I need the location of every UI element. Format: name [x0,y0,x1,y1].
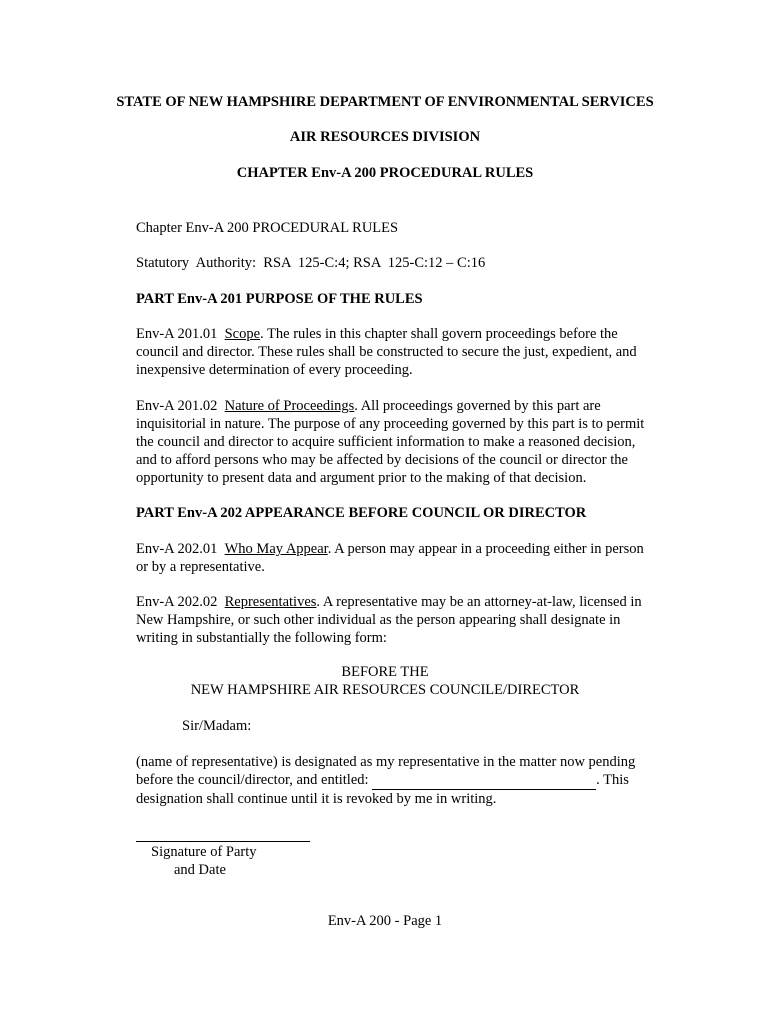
section-text: . A person may appear in a proceeding either in person [327,541,644,557]
statutory-authority: Statutory Authority: RSA 125-C:4; RSA 125-C:12 – C:16 [136,255,486,271]
section-202-02-line2: New Hampshire, or such other individual as the person appearing shall designate in [136,612,621,628]
document-title: STATE OF NEW HAMPSHIRE DEPARTMENT OF ENVIRONMENTAL SERVICES [116,94,654,110]
section-text: . All proceedings governed by this part are [354,398,601,414]
section-202-01 [136,540,681,576]
section-202-02-line1 [136,593,681,611]
page-footer: Env-A 200 - Page 1 [327,913,443,929]
section-201-02-line1 [136,397,681,415]
signature-line [136,841,310,842]
section-201-02 [136,397,681,487]
section-202-02 [136,593,681,647]
section-201-02-line5: opportunity to present data and argument prior to the making of that decision. [136,470,587,486]
division-title: AIR RESOURCES DIVISION [289,129,481,145]
section-title: Who May Appear [224,541,328,557]
form-line2-end: . This [596,772,629,788]
section-text: . A representative may be an attorney-at-law, licensed in [316,594,642,610]
section-202-01-line2: or by a representative. [136,559,265,575]
section-title: Scope [224,326,261,342]
form-line3: designation shall continue until it is revoked by me in writing. [136,791,497,807]
section-201-02-line2: inquisitorial in nature. The purpose of any proceeding governed by this part is to permit [136,416,645,432]
form-line2-start: before the council/director, and entitled: [136,772,373,788]
form-designation [136,753,681,808]
form-before-the: BEFORE THE [341,664,429,680]
signature-label: Signature of Party [151,844,257,860]
chapter-title: CHAPTER Env-A 200 PROCEDURAL RULES [236,165,534,181]
section-number: Env-A 201.01 [136,326,218,342]
entitled-blank-line [372,771,596,790]
section-201-02-line4: and to afford persons who may be affected by decisions of the council or director the [136,452,628,468]
section-201-01-line2: council and director. These rules shall be constructed to secure the just, expedient, and [136,344,637,360]
section-202-02-line3: writing in substantially the following form: [136,630,387,646]
form-line1: (name of representative) is designated as my representative in the matter now pending [136,754,636,770]
section-text: . The rules in this chapter shall govern proceedings before the [260,326,618,342]
section-201-01 [136,325,681,379]
form-council-title: NEW HAMPSHIRE AIR RESOURCES COUNCILE/DIRECTOR [190,682,580,698]
section-number: Env-A 202.02 [136,594,218,610]
section-number: Env-A 201.02 [136,398,218,414]
form-salutation: Sir/Madam: [182,718,252,734]
chapter-line: Chapter Env-A 200 PROCEDURAL RULES [136,220,399,236]
section-title: Nature of Proceedings [224,398,355,414]
section-201-01-line1 [136,325,681,343]
section-201-02-line3: the council and director to acquire sufficient information to make a reasoned decision, [136,434,636,450]
part-201-heading: PART Env-A 201 PURPOSE OF THE RULES [136,291,423,307]
section-title: Representatives [224,594,317,610]
section-201-01-line3: inexpensive determination of every proceeding. [136,362,413,378]
form-line2 [136,771,681,790]
section-202-01-line1 [136,540,681,558]
section-number: Env-A 202.01 [136,541,218,557]
part-202-heading: PART Env-A 202 APPEARANCE BEFORE COUNCIL OR DIRECTOR [136,505,587,521]
date-label: and Date [174,862,226,878]
